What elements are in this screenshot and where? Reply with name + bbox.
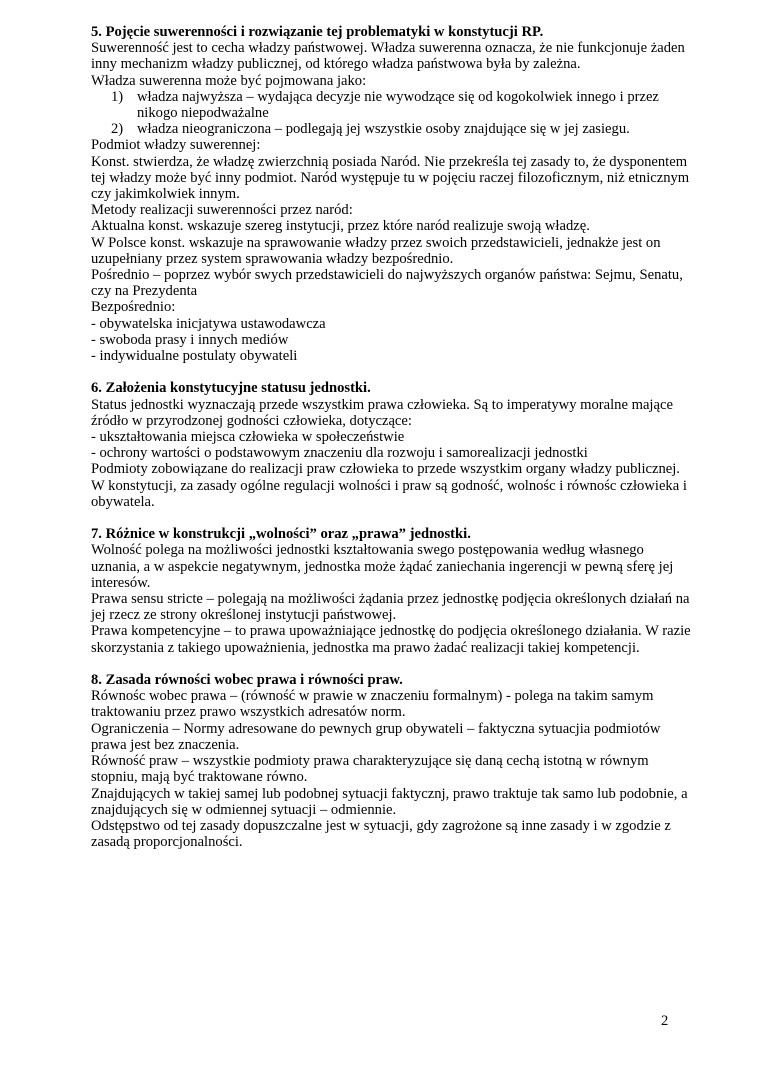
paragraph-line: obywatela. [91,493,155,510]
paragraph-line: skorzystania z takiego upoważnienia, jednostka ma prawo żadać realizacji takiej kompetencji. [91,639,640,656]
list-item-number: 1) [111,88,124,105]
paragraph-line: Bezpośrednio: [91,299,176,316]
paragraph-line: Pośrednio – poprzez wybór swych przedstawicieli do najwyższych organów państwa: Sejmu, Senatu, [91,267,683,284]
paragraph-line: tej władzy może być inny podmiot. Naród występuje tu w pojęciu raczej filozoficznym, niż etnicznym [91,169,690,186]
section-6-heading: 6. Założenia konstytucyjne statusu jednostki. [91,380,371,397]
paragraph-line: Równośc wobec prawa – (równość w prawie w znaczeniu formalnym) - polega na takim samym [91,688,654,705]
paragraph-line: Ograniczenia – Normy adresowane do pewnych grup obywateli – faktyczna sytuacjia podmiotów [91,720,661,737]
paragraph-line: Władza suwerenna może być pojmowana jako: [91,72,367,89]
paragraph-line: Suwerenność jest to cecha władzy państwowej. Władza suwerenna oznacza, że nie funkcjonuje żaden [91,40,685,57]
section-5-heading: 5. Pojęcie suwerenności i rozwiązanie tej problematyki w konstytucji RP. [91,24,544,40]
section-gap [91,364,679,380]
paragraph-line: Prawa sensu stricte – polegają na możliwości żądania przez jednostkę podjęcia określonych działań na [91,591,690,608]
paragraph-line: Znajdujących w takiej samej lub podobnej sytuacji faktycznj, prawo traktuje tak samo lub podobnie, a [91,785,688,802]
paragraph-line: Aktualna konst. wskazuje szereg instytucji, przez które naród realizuje swoją władzę. [91,218,590,235]
document-page [91,24,691,851]
paragraph-line: znajdujących się w odmiennej sytuacji – odmiennie. [91,801,397,818]
paragraph-line: stopniu, mają być traktowane równo. [91,769,308,786]
paragraph-line: W Polsce konst. wskazuje na sprawowanie władzy przez swoich przedstawicieli, jednakże jest on [91,234,661,251]
paragraph-line: prawa jest bez znaczenia. [91,736,240,753]
section-8-heading: 8. Zasada równości wobec prawa i równości praw. [91,672,403,689]
list-item-text: władza nieograniczona – podlegają jej wszystkie osoby znajdujące się w jej zasiegu. [137,121,630,138]
bullet-line: - ochrony wartości o podstawowym znaczeniu dla rozwoju i samorealizacji jednostki [91,445,588,462]
bullet-line: - obywatelska inicjatywa ustawodawcza [91,315,326,332]
paragraph-line: Prawa kompetencyjne – to prawa upoważniające jednostkę do podjęcia określonego działania. W razie [91,623,691,640]
section-gap [91,510,679,526]
paragraph-line: źródło w przyrodzonej godności człowieka, dotyczące: [91,412,412,429]
paragraph-line: uznania, a w aspekcie negatywnym, jednostka może żądać zaniechania ingerencji w pewną sferę jej [91,558,674,575]
paragraph-line: interesów. [91,574,151,591]
paragraph-line: Metody realizacji suwerenności przez naród: [91,202,353,219]
section-gap [91,656,679,672]
bullet-line: - indywidualne postulaty obywateli [91,348,298,365]
page-number: 2 [661,1013,669,1029]
paragraph-line: uzupełniany przez system sprawowania władzy bezpośrednio. [91,250,454,267]
paragraph-line: W konstytucji, za zasady ogólne regulacji wolności i praw są godność, wolnośc i równośc człowieka i [91,477,687,494]
paragraph-line: traktowaniu przez prawo wszystkich adresatów norm. [91,704,406,721]
list-item [91,121,679,137]
list-item-continuation: nikogo niepodważalne [137,105,269,122]
list-item [91,89,679,105]
section-7-heading: 7. Różnice w konstrukcji „wolności” oraz „prawa” jednostki. [91,526,471,543]
paragraph-line: Konst. stwierdza, że władzę zwierzchnią posiada Naród. Nie przekreśla tej zasady to, że dysponentem [91,153,688,170]
paragraph-line: Podmiot władzy suwerennej: [91,137,261,154]
paragraph-line: Status jednostki wyznaczają przede wszystkim prawa człowieka. Są to imperatywy moralne mające [91,396,673,413]
list-item-number: 2) [111,121,124,138]
paragraph-line: jej rzecz ze strony określonej instytucji państwowej. [91,607,397,624]
list-item-text: władza najwyższa – wydająca decyzje nie wywodzące się od kogokolwiek innego i przez [137,88,659,105]
paragraph-line: czy jakimkolwiek innym. [91,186,240,203]
bullet-line: - swoboda prasy i innych mediów [91,331,289,348]
bullet-line: - ukształtowania miejsca człowieka w społeczeństwie [91,429,405,446]
paragraph-line: inny mechanizm władzy publicznej, od którego władza państwowa była by zależna. [91,56,581,73]
paragraph-line: Równość praw – wszystkie podmioty prawa charakteryzujące się daną cechą istotną w równym [91,753,649,770]
paragraph-line: czy na Prezydenta [91,283,198,300]
paragraph-line: zasadą proporcjonalności. [91,834,243,851]
paragraph-line: Podmioty zobowiązane do realizacji praw człowieka to przede wszystkim organy władzy publicznej. [91,461,680,478]
paragraph-line: Wolność polega na możliwości jednostki kształtowania swego postępowania według własnego [91,542,644,559]
paragraph-line: Odstępstwo od tej zasady dopuszczalne jest w sytuacji, gdy zagrożone są inne zasady i w zgodzie z [91,817,671,834]
